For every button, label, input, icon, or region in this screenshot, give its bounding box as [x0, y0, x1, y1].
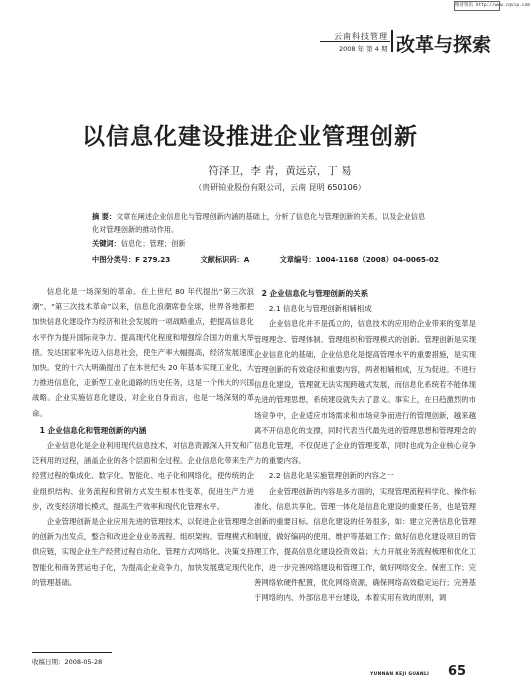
- section-2-1-heading: 2.1 信息化与管理创新相辅相成: [268, 304, 372, 314]
- keywords: [92, 239, 185, 249]
- journal-issue: 2008 年 第 4 期: [339, 45, 388, 53]
- page-number: 65: [448, 664, 467, 679]
- article-title: 以信息化建设推进企业管理创新: [82, 124, 418, 150]
- keywords-label: 关键词：: [92, 239, 121, 248]
- received-date: 收稿日期：2008-05-28: [32, 658, 103, 666]
- section-2-2-paragraph: 企业管理创新的内容是多方面的，实现管理流程科学化、操作标准化、信息共享化、管理一体化是信息化建设的重要任务，也是管理创新的重要目标。信息化建设的任务很多，如：建立完善信息化管理制度，做好编码的使用、维护等基础工作；做好信息化建设项目的管理工作，提高信息化建设投资效益；大力开展业务流程梳理和优化工作，进一步完善网络建设和管理工作，做好网络安全、保密工作；完善网络软硬件配置，优化网络资源，确保网络高效稳定运行；完善基于网络的内、外部信息平台建设，本着实用有效的原则，调: [254, 486, 476, 603]
- section-2-heading: 2 企业信息化与管理创新的关系: [261, 289, 369, 298]
- intro-paragraph: 信息化是一场深刻的革命。在上世纪 80 年代提出“第三次浪潮”、“第三次技术革命”以来，信息化浪潮席卷全球，世界各地都把加快信息化建设作为经济和社会发展的一项战略重点，把提高信息化水平作为提升国际竞争力、提高现代化程度和增强综合国力的重大举措。发达国家率先迈入信息社会，使生产率大幅提高，经济发展速度加快。党的十六大明确提出了在本世纪头 20 年基本实现工业化，大力推进信息化，走新型工业化道路的历史任务，这是一个伟大的兴国战略。企业实施信息化建设，对企业自身而言，也是一场深刻的革命。: [32, 287, 254, 418]
- journal-name: 云南科技管理: [334, 32, 388, 41]
- section-1-paragraph-2: 企业管理创新是企业应用先进的管理技术，以促进企业管理理念的创新为出发点，整合和改进企业业务流程、组织架构、管理模式和供应链，实现企业生产经营过程自动化、管理方式网络化、决策支持智能化和商务营运电子化，为提高企业竞争力，加快发展奠定现代化的管理基础。: [32, 517, 254, 587]
- section-1-paragraph-1: 企业信息化是企业利用现代信息技术，对信息资源深入开发和广泛利用的过程，涵盖企业的各个层面和全过程。企业信息化带来生产经营过程的集成化、数字化、智能化、电子化和网络化，使传统的企业组织结构、业务流程和营销方式发生根本性变革，促进生产力进步，改变经济增长模式，提高生产效率和现代化管理水平。: [32, 441, 254, 511]
- footnote-rule: [32, 652, 112, 653]
- abstract-label: 摘 要：: [92, 212, 117, 221]
- footer-journal-name: YUNNAN KEJI GUANLI: [370, 672, 430, 677]
- section-tag: 改革与探索: [396, 34, 492, 56]
- left-column: [32, 284, 254, 590]
- clc-code: 中图分类号：F 279.23: [92, 255, 171, 264]
- article-meta: [92, 255, 452, 265]
- section-1-heading: 1 企业信息化和管理创新的内涵: [39, 425, 147, 435]
- abstract: [92, 210, 432, 236]
- header-divider: [391, 30, 393, 52]
- keywords-text: 信息化；管理；创新: [120, 239, 186, 248]
- section-2-1-paragraph: 企业信息化并不是孤立的，信息技术的应用给企业带来的变革是管理理念、管理体制、管理组织和管理模式的创新。管理创新是实现企业信息化的基础，企业信息化是提高管理水平的重要措施，是实现管理创新的有效途径和重要内容，两者相辅相成，互为促进。不进行信息化建设，管理就无法实现跨越式发展，而信息化系统若不能体现先进的管理思想，系统建设就失去了意义。事实上，在日趋激烈的市场竞争中，企业适应市场需求和市场竞争而进行的管理创新，越来越离不开信息化的支撑，同时代表当代最先进的管理思想和管理理念的信息化管理，不仅促进了企业的管理变革，同时也成为企业核心竞争力的重要内容。: [254, 319, 476, 466]
- watermark: 维普资讯 http://www.cqvip.com: [454, 1, 500, 11]
- right-column: [254, 284, 476, 605]
- section-2-2-heading: 2.2 信息化是实施管理创新的内容之一: [268, 471, 394, 481]
- authors: 符泽卫，李 青，黄远京，丁 易: [208, 165, 352, 177]
- affiliation: （贵研铂业股份有限公司，云南 昆明 650106）: [194, 183, 366, 192]
- header-rule: [320, 41, 390, 42]
- doc-code: 文献标识码：A: [200, 255, 250, 264]
- abstract-text: 文章在阐述企业信息化与管理创新内涵的基础上，分析了信息化与管理创新的关系，以及企业信息化对管理创新的推动作用。: [92, 212, 426, 234]
- article-number: 文章编号：1004-1168（2008）04-0065-02: [279, 255, 439, 264]
